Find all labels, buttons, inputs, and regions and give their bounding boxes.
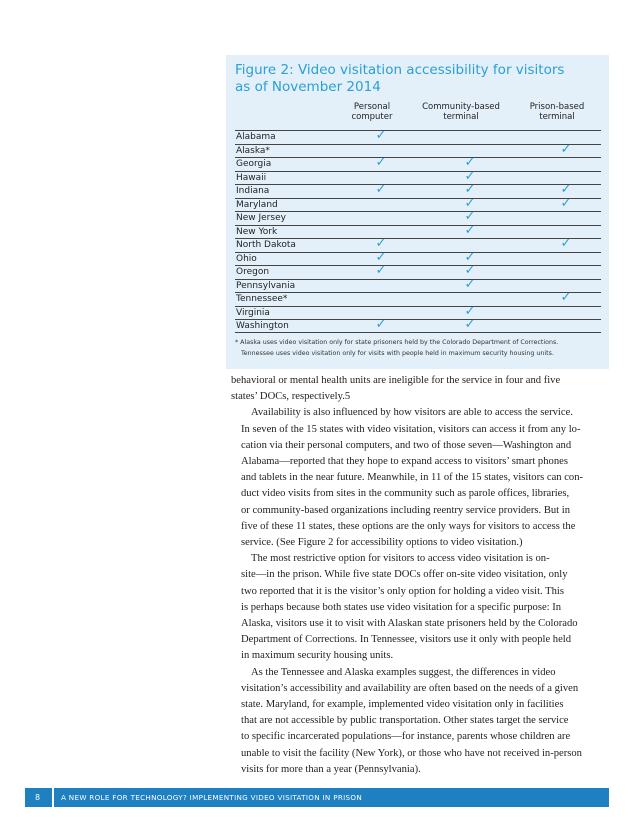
text-line: states’ DOCs, respectively.5	[231, 391, 351, 403]
checkmark-icon: ✓	[375, 236, 387, 251]
checkmark-icon: ✓	[464, 195, 476, 211]
footnote-line2: Tennessee uses video visitation only for visits with people held in maximum security housing units.	[241, 349, 554, 357]
checkmark-icon: ✓	[375, 128, 387, 143]
text-line: Alaska, visitors use it to visit with Alaskan state prisoners held by the Colorado	[241, 618, 578, 630]
figure-2-panel	[226, 55, 609, 369]
text-line: In seven of the 15 states with video visitation, visitors can access it from any lo-	[241, 423, 581, 435]
checkmark-icon: ✓	[464, 209, 476, 224]
table-row	[235, 249, 601, 266]
page-number: 8	[35, 793, 41, 802]
checkmark-icon: ✓	[464, 303, 476, 319]
checkmark-icon: ✓	[375, 249, 387, 265]
text-line: duct video visits from sites in the community such as parole offices, libraries,	[241, 488, 570, 500]
table-row	[235, 157, 601, 171]
checkmark-icon: ✓	[464, 276, 476, 292]
text-line: or community-based organizations including reentry service providers. But in	[241, 504, 571, 516]
state-name: New York	[236, 226, 278, 237]
table-row	[235, 168, 601, 185]
state-name: Indiana	[236, 186, 270, 196]
column-header-line: terminal	[443, 112, 479, 122]
checkmark-icon: ✓	[560, 195, 572, 211]
table-row	[235, 141, 601, 158]
text-line: Availability is also influenced by how visitors are able to access the service.	[251, 407, 573, 419]
text-line: visits for more than a year (Pennsylvania).	[241, 763, 421, 775]
table-row	[235, 195, 601, 212]
figure-title	[235, 62, 595, 96]
table-row	[235, 222, 601, 239]
text-line: Alabama—reported that they hope to expand access to visitors’ smart phones	[241, 456, 568, 468]
column-header-line: computer	[351, 112, 393, 122]
checkmark-icon: ✓	[464, 249, 476, 265]
column-header-line: terminal	[539, 112, 575, 122]
checkmark-icon: ✓	[464, 263, 476, 278]
state-name: Maryland	[236, 199, 278, 210]
text-line: cation via their personal computers, and two of those seven—Washington and	[241, 439, 572, 451]
state-name: New Jersey	[236, 213, 286, 223]
figure-title-line2: as of November 2014	[235, 79, 381, 95]
state-name: Virginia	[236, 307, 270, 318]
state-table	[235, 130, 601, 333]
text-line: to specific incarcerated populations—for instance, parents whose children are	[241, 731, 571, 743]
state-name: North Dakota	[236, 240, 296, 250]
checkmark-icon: ✓	[464, 317, 476, 332]
checkmark-icon: ✓	[464, 168, 476, 184]
text-line: visitation’s accessibility and availability are often based on the needs of a given	[241, 682, 579, 694]
text-line: service. (See Figure 2 for accessibility options to video visitation.)	[241, 537, 523, 549]
text-line: unable to visit the facility (New York), or those who have not received in-person	[241, 747, 582, 759]
figure-title-line1: Figure 2: Video visitation accessibility for visitors	[235, 62, 565, 78]
checkmark-icon: ✓	[560, 182, 572, 197]
text-line: behavioral or mental health units are ineligible for the service in four and five	[231, 375, 561, 386]
footer-divider	[52, 788, 54, 807]
text-line: state. Maryland, for example, implemented video visitation only in facilities	[241, 699, 564, 711]
text-line: site—in the prison. While five state DOCs offer on-site video visitation, only	[241, 569, 568, 581]
footnote-line1: * Alaska uses video visitation only for state prisoners held by the Colorado Department of Corrections.	[235, 339, 559, 346]
text-line: The most restrictive option for visitors to access video visitation is on-	[251, 553, 550, 565]
column-header-line: Personal	[353, 102, 391, 112]
state-name: Alaska*	[236, 145, 270, 156]
column-header-personal-computer	[327, 102, 417, 122]
checkmark-icon: ✓	[464, 155, 476, 170]
checkmark-icon: ✓	[375, 317, 387, 332]
state-name: Hawaii	[236, 172, 267, 183]
column-header-community-terminal	[416, 102, 506, 122]
state-name: Pennsylvania	[236, 280, 296, 291]
table-row	[235, 130, 601, 144]
state-name: Ohio	[236, 253, 257, 264]
table-row	[235, 265, 601, 279]
checkmark-icon: ✓	[464, 182, 476, 197]
text-line: in maximum security housing units.	[241, 650, 394, 662]
text-line: is perhaps because both states use video visitation for a specific purpose: In	[241, 601, 562, 613]
checkmark-icon: ✓	[375, 155, 387, 170]
text-line: Department of Corrections. In Tennessee, visitors use it only with people held	[241, 634, 572, 646]
table-row	[235, 238, 601, 252]
table-row	[235, 292, 601, 306]
checkmark-icon: ✓	[464, 222, 476, 238]
paragraph	[231, 665, 603, 778]
table-row	[235, 303, 601, 320]
paragraph	[231, 405, 603, 551]
text-line: and tablets in the near future. Meanwhile, in 11 of the 15 states, visitors can con-	[241, 472, 584, 484]
text-line: two reported that it is the visitor’s only option for holding a video visit. This	[241, 585, 564, 597]
footer-bar	[25, 788, 609, 807]
checkmark-icon: ✓	[560, 236, 572, 251]
column-header-prison-terminal	[512, 102, 602, 122]
paragraph	[231, 551, 603, 664]
column-header-line: Community-based	[422, 102, 500, 112]
column-header-line: Prison-based	[529, 102, 585, 112]
paragraph	[231, 373, 603, 405]
table-row	[235, 276, 601, 293]
text-line: that are not accessible by public transportation. Other states target the service	[241, 715, 569, 727]
state-name: Alabama	[236, 132, 276, 142]
table-row	[235, 184, 601, 198]
footer-title: A NEW ROLE FOR TECHNOLOGY? IMPLEMENTING VIDEO VISITATION IN PRISON	[61, 793, 363, 802]
body-text	[231, 373, 603, 778]
table-row	[235, 211, 601, 225]
checkmark-icon: ✓	[375, 263, 387, 278]
state-name: Georgia	[236, 159, 272, 169]
text-line: As the Tennessee and Alaska examples suggest, the differences in video	[251, 666, 556, 678]
checkmark-icon: ✓	[560, 141, 572, 157]
checkmark-icon: ✓	[560, 290, 572, 305]
state-name: Washington	[236, 321, 289, 331]
state-name: Tennessee*	[236, 294, 288, 304]
figure-footnote	[235, 338, 605, 359]
table-row	[235, 319, 601, 333]
text-line: five of these 11 states, these options are the only ways for visitors to access the	[241, 520, 576, 532]
state-name: Oregon	[236, 267, 270, 277]
checkmark-icon: ✓	[375, 182, 387, 197]
